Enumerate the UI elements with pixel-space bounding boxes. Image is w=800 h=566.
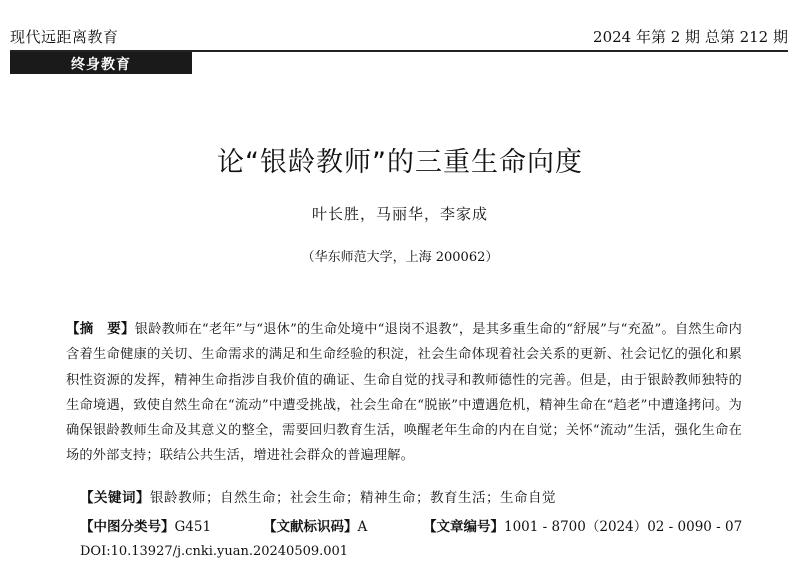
abstract-text: 银龄教师在“老年”与“退休”的生命处境中“退岗不退教”，是其多重生命的“舒展”与“充盈”。自然生命内含着生命健康的关切、生命需求的满足和生命经验的积淀，社会生命体现着社会关系的更新、社会记忆的强化和累积性资源的发挥，精神生命指涉自我价值的确证、生命自觉的找寻和教师德性的完善。但是，由于银龄教师独特的生命境遇，致使自然生命在“流动”中遭受挑战，社会生命在“脱嵌”中遭遇危机，精神生命在“趋老”中遭逢拷问。为确保银龄教师生命及其意义的整全，需要回归教育生活，唤醒老年生命的内在自觉；关怀“流动”生活，强化生命在场的外部支持；联结公共生活，增进社会群众的普遍理解。 [66,322,743,464]
section-tag-box [10,52,192,74]
document-code-value: A [357,519,368,535]
classification-value: G451 [174,519,212,535]
keywords-label: 【关键词】 [80,490,150,506]
article-metadata [80,515,780,535]
article-authors: 叶长胜，马丽华，李家成 [311,205,488,223]
article-title: 论“银龄教师”的三重生命向度 [217,147,583,178]
abstract [66,317,742,469]
journal-name: 现代远距离教育 [10,28,119,46]
section-tag: 终身教育 [71,57,131,73]
document-code [263,515,367,535]
classification-number [80,515,211,535]
document-code-label: 【文献标识码】 [263,519,358,535]
article-number-label: 【文章编号】 [423,519,504,535]
keywords-text: 银龄教师；自然生命；社会生命；精神生命；教育生活；生命自觉 [150,490,556,506]
article-affiliation: （华东师范大学，上海 200062） [301,250,499,265]
issue-info: 2024 年第 2 期 总第 212 期 [593,28,788,46]
classification-label: 【中图分类号】 [80,519,175,535]
article-number [423,515,742,535]
doi: DOI:10.13927/j.cnki.yuan.20240509.001 [80,544,349,559]
keywords [80,486,556,506]
running-header [10,26,788,48]
article-number-value: 1001 - 8700（2024）02 - 0090 - 07 [504,519,743,535]
abstract-label: 【摘 要】 [66,321,135,337]
